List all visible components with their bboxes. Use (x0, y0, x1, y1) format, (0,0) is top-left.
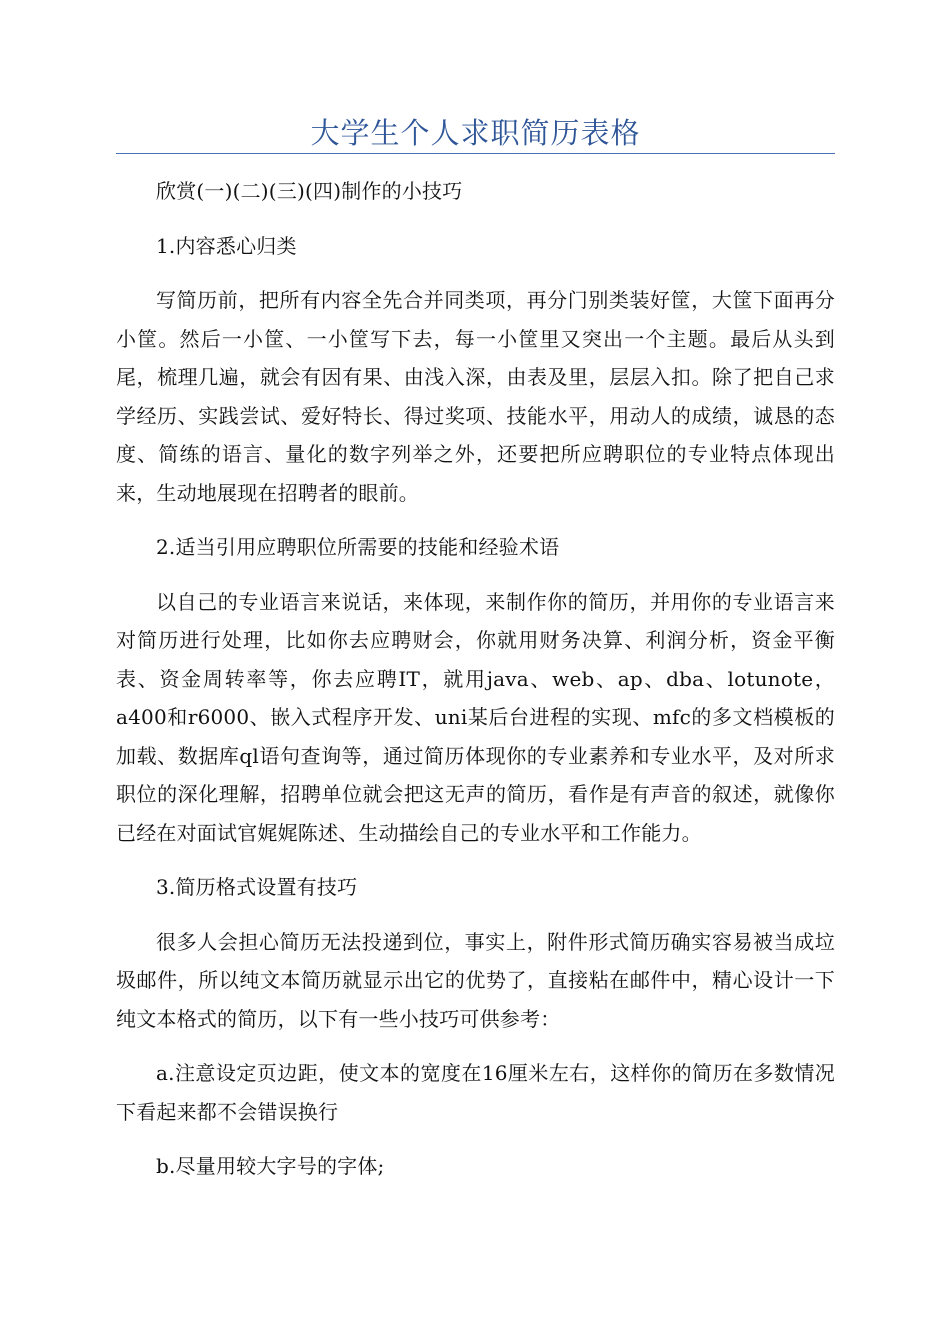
body-paragraph-1: 写简历前，把所有内容全先合并同类项，再分门别类装好筐，大筐下面再分小筐。然后一小筐、一小筐写下去，每一小筐里又突出一个主题。最后从头到尾，梳理几遍，就会有因有果、由浅入深，由表及里，层层入扣。除了把自己求学经历、实践尝试、爱好特长、得过奖项、技能水平，用动人的成绩，诚恳的态度、简练的语言、量化的数字列举之外，还要把所应聘职位的专业特点体现出来，生动地展现在招聘者的眼前。 (116, 288, 835, 505)
tip-a-paragraph: a.注意设定页边距，使文本的宽度在16厘米左右，这样你的简历在多数情况下看起来都不会错误换行 (116, 1061, 835, 1124)
tip-b-paragraph: b.尽量用较大字号的字体; (156, 1154, 385, 1178)
body-paragraph-2: 以自己的专业语言来说话，来体现，来制作你的简历，并用你的专业语言来对简历进行处理，比如你去应聘财会，你就用财务决算、利润分析，资金平衡表、资金周转率等，你去应聘IT，就用java、web、ap、dba、lotunote，a400和r6000、嵌入式程序开发、uni某后台进程的实现、mfc的多文档模板的加载、数据库ql语句查询等，通过简历体现你的专业素养和专业水平，及对所求职位的深化理解，招聘单位就会把这无声的简历，看作是有声音的叙述，就像你已经在对面试官娓娓陈述、生动描绘自己的专业水平和工作能力。 (116, 589, 835, 845)
section-heading-3: 3.简历格式设置有技巧 (156, 875, 358, 899)
section-heading-2: 2.适当引用应聘职位所需要的技能和经验术语 (156, 535, 560, 559)
intro-paragraph: 欣赏(一)(二)(三)(四)制作的小技巧 (156, 179, 463, 203)
section-heading-1: 1.内容悉心归类 (156, 233, 297, 258)
body-paragraph-3: 很多人会担心简历无法投递到位，事实上，附件形式简历确实容易被当成垃圾邮件，所以纯文本简历就显示出它的优势了，直接粘在邮件中，精心设计一下纯文本格式的简历，以下有一些小技巧可供参考： (116, 929, 835, 1031)
document-body (116, 172, 835, 1186)
document-title: 大学生个人求职简历表格 (310, 116, 641, 150)
title-underline (116, 153, 835, 154)
